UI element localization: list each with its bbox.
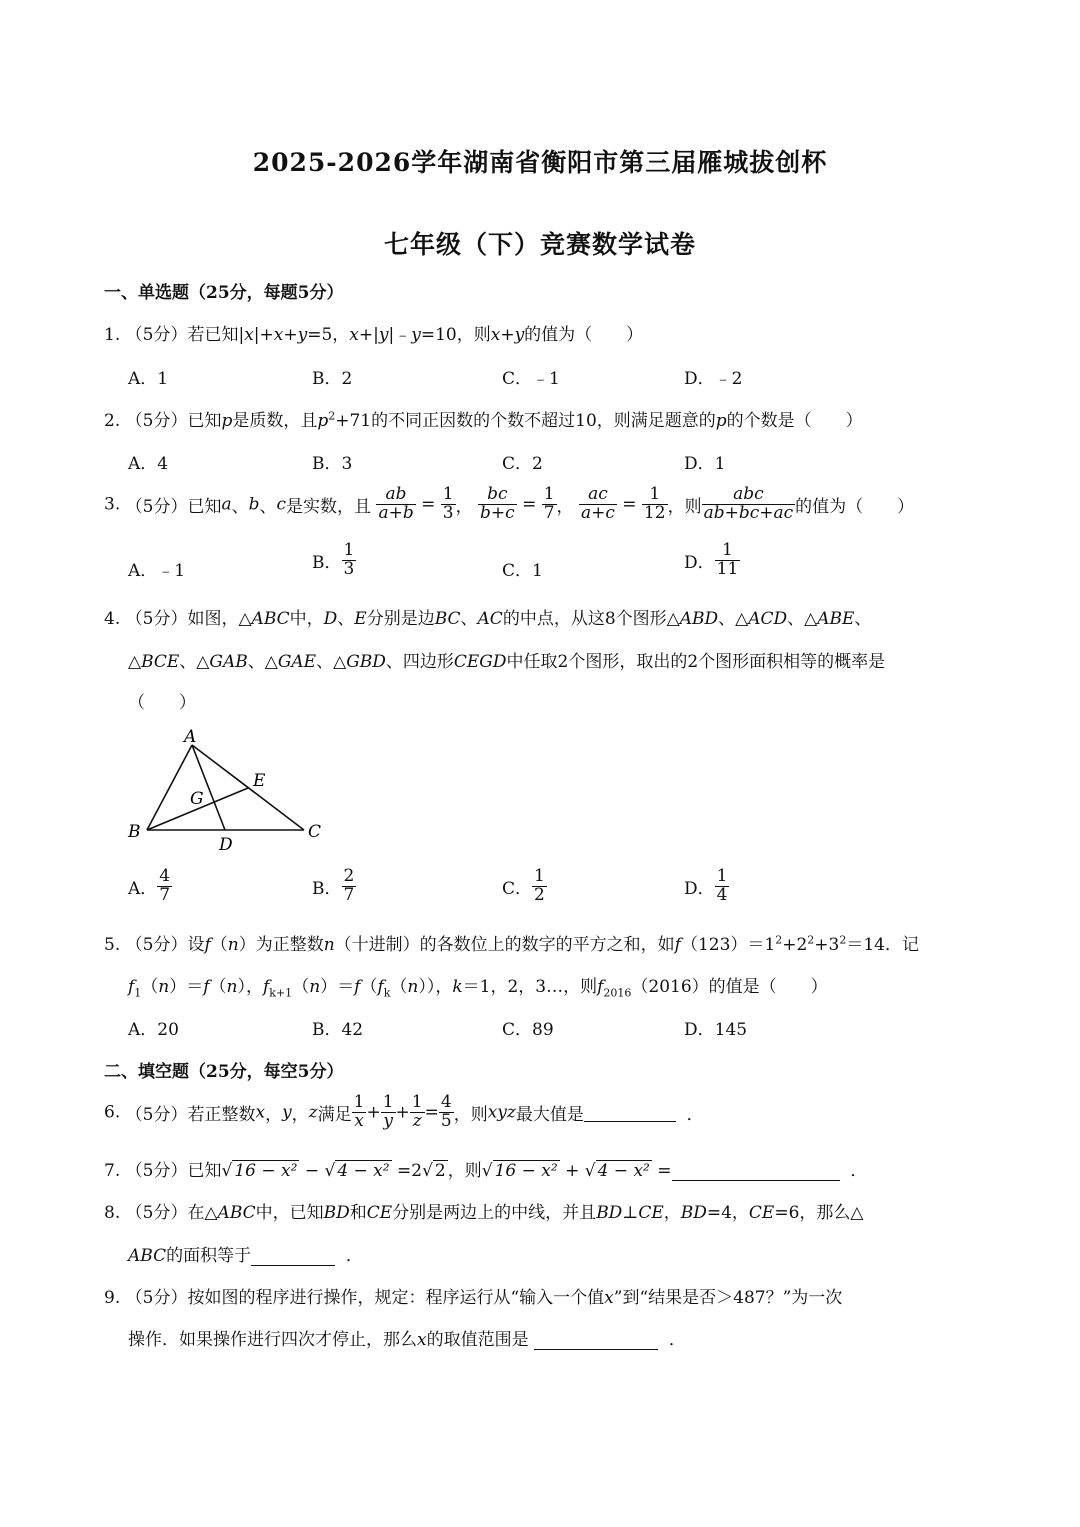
q3-option-a: A．﹣1 — [128, 561, 186, 581]
label-C: C — [308, 822, 322, 842]
q2-option-d: D．1 — [684, 454, 726, 474]
label-B: B — [128, 822, 141, 842]
fraction: $\frac{1}{7}$ — [543, 484, 555, 523]
question-8-line2: ABC的面积等于 ． — [128, 1246, 363, 1266]
q5-option-a: A．20 — [128, 1020, 179, 1040]
q3-option-b: B． $\frac{1}{3}$ — [312, 540, 355, 579]
section-single-choice: 一、单选题（25分，每题5分） — [104, 283, 344, 303]
answer-blank[interactable] — [672, 1162, 840, 1181]
question-5-line2: $f_1(n)=f(n)$，$f_{k+1}(n)=f(f_k(n))$，k＝1，2，3…，则$f_{2016}(2016)$的值是（ ） — [128, 977, 828, 1000]
q5-option-c: C．89 — [502, 1020, 554, 1040]
fraction: $\frac{ab}{a+b}$ — [378, 484, 414, 523]
exam-title-line1: 2025-2026学年湖南省衡阳市第三届雁城拔创杯 — [252, 148, 828, 177]
q1-option-a: A．1 — [128, 369, 169, 389]
question-4-line3: （ ） — [128, 693, 196, 713]
exam-title-line2: 七年级（下）竞赛数学试卷 — [383, 230, 696, 259]
q2-option-a: A．4 — [128, 454, 169, 474]
fraction: $\frac{ac}{a+c}$ — [580, 484, 615, 523]
question-3: 3. （5分）已知a、b、c是实数，且 $\frac{ab}{a+b}$ = $\frac{1}{3}$ ， $\frac{bc}{b+c}$ = $\frac{1}{7}$ ， $\frac{ac}{a+c}$ = $\frac{1}{12}$ ，则 $\frac{\text{abc}}{ab+bc+ac}$ 的值为（ ） — [104, 484, 915, 523]
label-D: D — [219, 835, 233, 855]
triangle-figure — [120, 722, 340, 857]
question-9-line1: 9. （5分）按如图的程序进行操作，规定：程序运行从“输入一个值x”到“结果是否＞487？”为一次 — [104, 1288, 843, 1308]
question-7: 7. （5分）已知√ 16 − x² − √ 4 − x² =2√ 2 ，则√ 16 − x² + √ 4 − x² = ． — [104, 1161, 868, 1181]
question-9-line2: 操作．如果操作进行四次才停止，那么x的取值范围是 ． — [128, 1330, 686, 1350]
question-4-line2: △BCE、△GAB、△GAE、△GBD、四边形CEGD中任取2个图形，取出的2个图形面积相等的概率是 — [128, 652, 886, 672]
q5-option-b: B．42 — [312, 1020, 364, 1040]
label-G: G — [190, 789, 204, 809]
q4-option-d: D． $\frac{1}{4}$ — [684, 866, 728, 905]
question-5-line1: 5. （5分）设f（n）为正整数n（十进制）的各数位上的数字的平方之和，如$f(123)=1^2+2^2+3^2=14$．记 — [104, 933, 919, 955]
question-4-line1: 4. （5分）如图，△ABC中，D、E分别是边BC、AC的中点，从这8个图形△ABD、△ACD、△ABE、 — [104, 609, 872, 629]
fraction: $\frac{1}{3}$ — [442, 484, 454, 523]
answer-blank[interactable] — [251, 1247, 335, 1266]
q5-option-d: D．145 — [684, 1020, 748, 1040]
q3-option-c: C．1 — [502, 561, 543, 581]
q1-option-b: B．2 — [312, 369, 353, 389]
label-E: E — [253, 771, 266, 791]
question-2: 2. （5分）已知p是质数，且$p^2+71$的不同正因数的个数不超过10，则满足题意的p的个数是（ ） — [104, 409, 863, 431]
q1-option-c: C．﹣1 — [502, 369, 560, 389]
answer-blank[interactable] — [534, 1331, 658, 1350]
q4-option-a: A． $\frac{4}{7}$ — [128, 866, 171, 905]
fraction: $\frac{bc}{b+c}$ — [480, 484, 515, 523]
question-1: 1. （5分）若已知|x|+x+y=5，x+|y|﹣y=10，则x+y的值为（ ） — [104, 325, 644, 345]
fraction: $\frac{1}{12}$ — [643, 484, 666, 523]
q1-option-d: D．﹣2 — [684, 369, 743, 389]
q4-option-c: C． $\frac{1}{2}$ — [502, 866, 545, 905]
question-8-line1: 8. （5分）在△ABC中，已知BD和CE分别是两边上的中线，并且BD⊥CE，BD=4，CE=6，那么△ — [104, 1203, 864, 1223]
question-6: 6. （5分）若正整数x，y，z满足 $\frac{1}{x}$ + $\frac{1}{y}$ + $\frac{1}{z}$ = $\frac{4}{5}$ ，则xyz最大值是 ． — [104, 1092, 704, 1131]
q2-option-b: B．3 — [312, 454, 353, 474]
q2-option-c: C．2 — [502, 454, 543, 474]
fraction: $\frac{\text{abc}}{ab+bc+ac}$ — [703, 484, 794, 523]
label-A: A — [184, 727, 197, 747]
q3-option-d: D． $\frac{1}{11}$ — [684, 540, 739, 579]
section-fill-in: 二、填空题（25分，每空5分） — [104, 1062, 344, 1082]
q4-option-b: B． $\frac{2}{7}$ — [312, 866, 355, 905]
answer-blank[interactable] — [584, 1103, 676, 1122]
